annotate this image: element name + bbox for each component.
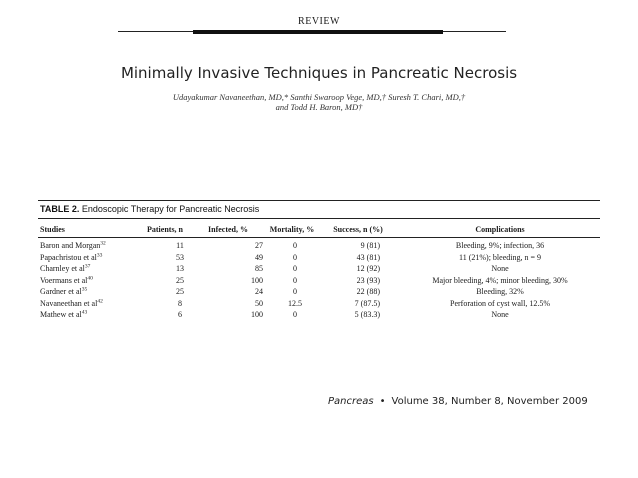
table-cell-infected: 50: [255, 298, 263, 308]
table-cell-success: 23 (93): [356, 275, 380, 285]
reference-number: 43: [81, 309, 88, 316]
reference-number: 32: [100, 240, 106, 247]
table-cell-patients: 25: [176, 287, 184, 296]
table-cell-complications: None: [491, 264, 509, 273]
table-cell-patients: 53: [176, 252, 184, 262]
table-cell-infected: 100: [251, 310, 263, 319]
reference-number: 33: [96, 251, 103, 258]
table-cell-infected: 49: [255, 252, 263, 262]
author-line-2: and Todd H. Baron, MD†: [275, 102, 363, 112]
article-title: Minimally Invasive Techniques in Pancreatic Necrosis: [120, 64, 518, 82]
table-cell-mortality: 0: [293, 275, 297, 285]
table-cell-mortality: 0: [293, 310, 297, 319]
table-caption: [40, 204, 259, 214]
study-label: Gardner et al: [40, 287, 82, 296]
column-header: Studies: [40, 225, 65, 234]
table-cell-mortality: 0: [293, 241, 297, 250]
table-cell-complications: Major bleeding, 4%; minor bleeding, 30%: [432, 275, 568, 285]
table-cell-complications: Bleeding, 9%; infection, 36: [455, 241, 545, 250]
table-cell-patients: 25: [176, 275, 184, 285]
header-bar: [193, 30, 443, 34]
study-label: Charnley et al: [40, 264, 85, 273]
column-header: Patients, n: [147, 225, 183, 234]
table-cell-mortality: 0: [293, 287, 297, 296]
study-label: Voermans et al: [40, 275, 88, 285]
table-cell-success: 22 (88): [356, 287, 380, 296]
footer-bullet: •: [379, 396, 386, 407]
table-cell-complications: None: [491, 310, 509, 319]
table-cell-infected: 24: [255, 287, 263, 296]
column-header: Mortality, %: [269, 225, 315, 234]
table-cell-mortality: 0: [293, 252, 297, 262]
table-cell-complications: Bleeding, 32%: [476, 287, 524, 296]
table-cell-mortality: 0: [293, 264, 297, 273]
table-cell-success: 9 (81): [360, 241, 380, 250]
study-label: Mathew et al: [40, 310, 82, 319]
table-rule-mid: [38, 218, 600, 219]
column-header: Success, n (%): [333, 225, 383, 234]
page-footer: [328, 396, 588, 407]
table-cell-complications: Perforation of cyst wall, 12.5%: [450, 298, 550, 308]
table-cell-patients: 6: [178, 310, 182, 319]
table-cell-success: 43 (81): [356, 252, 380, 262]
table-cell-complications: 11 (21%); bleeding, n = 9: [459, 252, 541, 262]
reference-number: 42: [97, 297, 103, 304]
table-cell-success: 5 (83.3): [354, 310, 380, 319]
table-rule-top: [38, 200, 600, 201]
reference-number: 40: [87, 274, 93, 281]
table-header-rule: [38, 237, 600, 238]
table-cell-success: 7 (87.5): [354, 298, 380, 308]
table-cell-mortality: 12.5: [288, 298, 302, 308]
column-header: Complications: [475, 225, 525, 234]
reference-number: 35: [81, 286, 88, 293]
reference-number: 37: [84, 263, 91, 270]
footer-citation: Volume 38, Number 8, November 2009: [391, 396, 588, 407]
study-label: Papachristou et al: [40, 252, 97, 262]
table-cell-patients: 8: [178, 298, 182, 308]
author-list: [0, 92, 638, 112]
table-cell-infected: 100: [251, 275, 263, 285]
table-caption-label: TABLE 2.: [40, 204, 80, 214]
table-cell-success: 12 (92): [356, 264, 380, 273]
section-header: REVIEW: [298, 16, 340, 27]
study-label: Navaneethan et al: [40, 298, 98, 308]
table-cell-patients: 13: [176, 264, 184, 273]
table-cell-patients: 11: [176, 241, 184, 250]
footer-journal: Pancreas: [328, 396, 374, 407]
table-caption-text: Endoscopic Therapy for Pancreatic Necrosis: [81, 204, 260, 214]
table-cell-infected: 85: [255, 264, 263, 273]
table-cell-infected: 27: [255, 241, 263, 250]
author-line-1: Udayakumar Navaneethan, MD,* Santhi Swaroop Vege, MD,† Suresh T. Chari, MD,†: [172, 92, 466, 102]
study-label: Baron and Morgan: [40, 241, 101, 250]
column-header: Infected, %: [208, 225, 248, 234]
